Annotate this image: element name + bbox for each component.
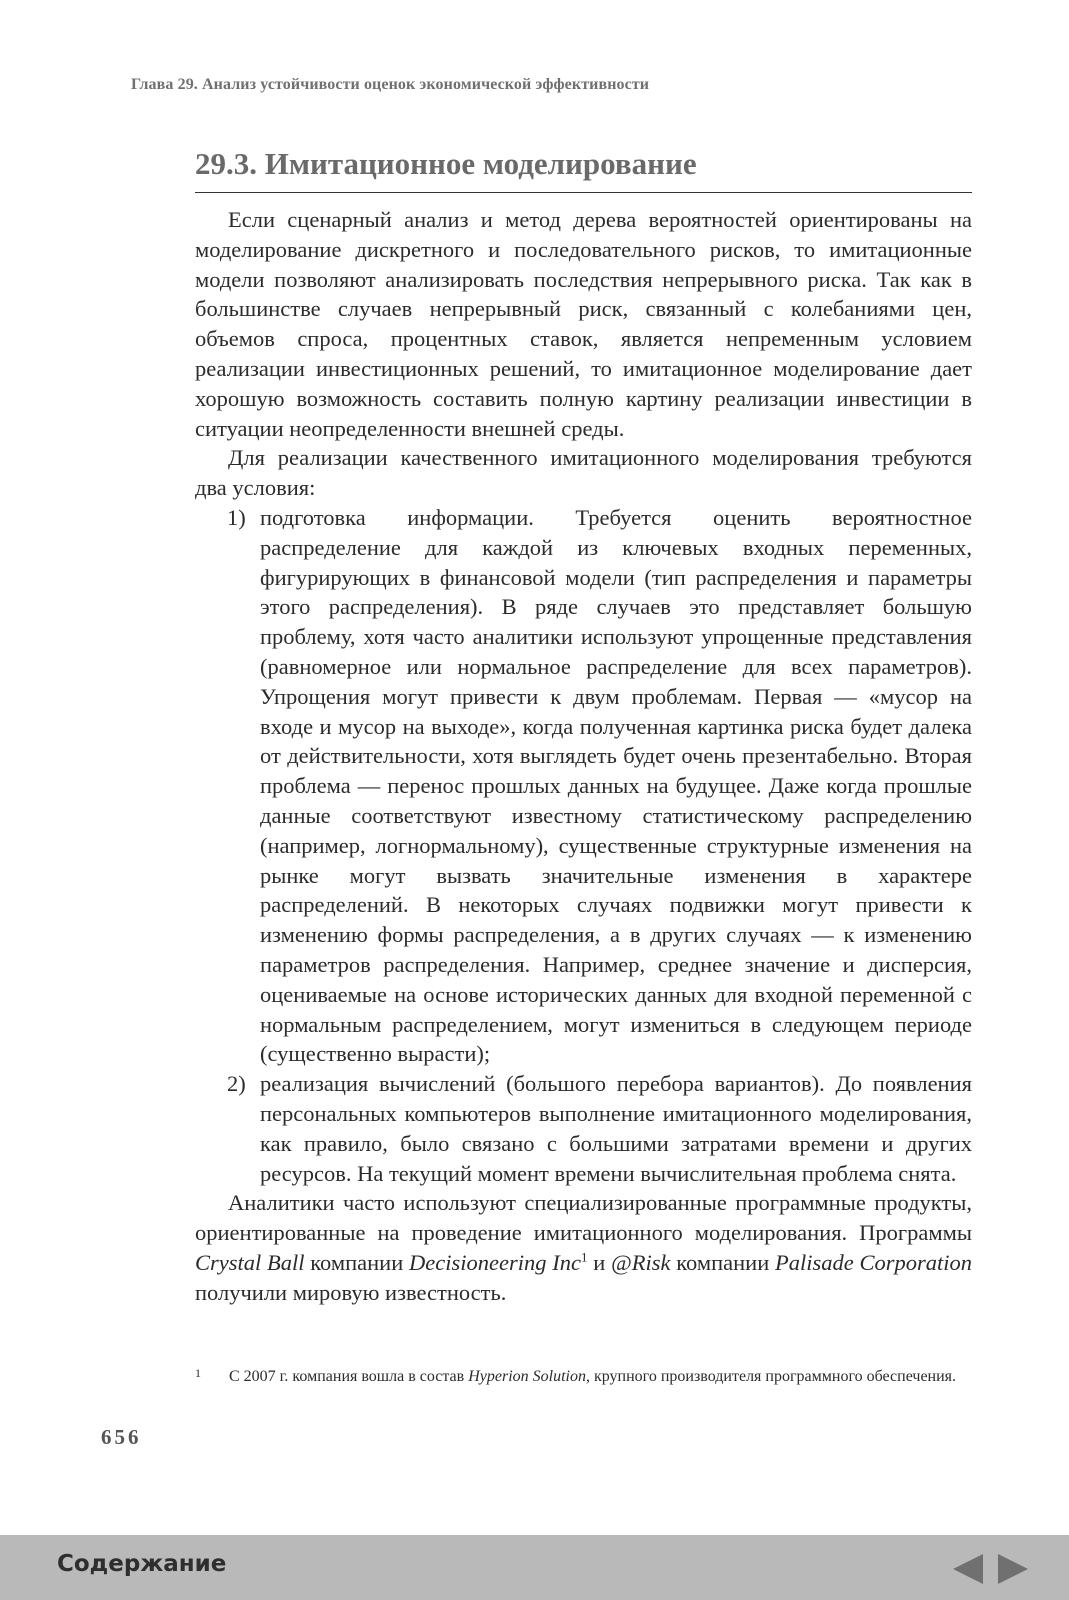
list-text: подготовка информации. Требуется оценить вероятностное распределение для каждой из ключевых входных переменных, фигурирующих в финансовой модели (тип распределения и параметры этого распределения). В ряде случаев это представляет большую проблему, хотя часто аналитики используют упрощенные представления (равномерное или нормальное распределение для всех параметров). Упрощения могут привести к двум проблемам. Первая — «мусор на входе и мусор на выходе», когда полученная картинка риска будет далека от действительности, хотя выглядеть будет очень презентабельно. Вторая проблема — перенос прошлых данных на будущее. Даже когда прошлые данные соответствуют известному статистическому распределению (например, логнормальному), существенные структурные изменения на рынке могут вызвать значительные изменения в характере распределений. В некоторых случаях подвижки могут привести к изменению формы распределения, а в других случаях — к изменению параметров распределения. Например, среднее значение и дисперсия, оцениваемые на основе исторических данных для входной переменной с нормальным распределением, могут измениться в следующем периоде (существенно вырасти); — [260, 504, 972, 1067]
footnote-ref[interactable]: 1 — [580, 1249, 588, 1265]
paragraph-3 — [195, 1188, 972, 1307]
page-number: 656 — [101, 1425, 142, 1449]
title-divider — [195, 192, 972, 193]
body-text — [195, 205, 972, 1307]
prev-page-arrow-icon[interactable] — [953, 1554, 983, 1584]
text-span: С 2007 г. компания вошла в состав — [229, 1368, 469, 1385]
company-palisade: Palisade Corporation — [775, 1249, 973, 1275]
product-at-risk: @Risk — [611, 1249, 671, 1275]
text-span: , крупного производителя программного обеспечения. — [585, 1368, 957, 1385]
paragraph-1: Если сценарный анализ и метод дерева вероятностей ориентированы на моделирование дискретного и последовательного рисков, то имитационные модели позволяют анализировать последствия непрерывного риска. Так как в большинстве случаев непрерывный риск, связанный с колебаниями цен, объемов спроса, процентных ставок, является непременным условием реализации инвестиционных решений, то имитационное моделирование дает хорошую возможность составить полную картину реализации инвестиции в ситуации неопределенности внешней среды. — [195, 207, 972, 441]
contents-button[interactable]: Содержание — [57, 1551, 227, 1577]
footnote-mark: 1 — [195, 1366, 201, 1380]
company-hyperion: Hyperion Solution — [468, 1368, 586, 1385]
text-span: Аналитики часто используют специализированные программные продукты, ориентированные на проведение имитационного моделирования. Программы — [195, 1190, 972, 1246]
footnote — [195, 1367, 972, 1387]
conditions-list — [195, 503, 972, 1188]
text-span: компании — [304, 1249, 410, 1275]
footnote-text — [195, 1367, 972, 1387]
product-crystal-ball: Crystal Ball — [195, 1249, 305, 1275]
next-page-arrow-icon[interactable] — [998, 1554, 1028, 1584]
navigation-bar — [0, 1535, 1069, 1600]
text-span: компании — [670, 1249, 775, 1275]
text-span: и — [587, 1249, 612, 1275]
company-decisioneering: Decisioneering Inc — [409, 1249, 581, 1275]
list-text: реализация вычислений (большого перебора вариантов). До появления персональных компьютеров выполнение имитационного моделирования, как правило, было связано с большими затратами времени и других ресурсов. На текущий момент времени вычислительная проблема снята. — [260, 1071, 972, 1186]
running-head: Глава 29. Анализ устойчивости оценок экономической эффективности — [131, 76, 650, 93]
list-number: 1) — [227, 504, 246, 530]
list-item — [195, 503, 972, 1069]
list-item — [195, 1069, 972, 1188]
section-title: 29.3. Имитационное моделирование — [195, 146, 697, 181]
list-number: 2) — [227, 1071, 246, 1097]
paragraph-2: Для реализации качественного имитационного моделирования требуются два условия: — [195, 445, 972, 501]
text-span: получили мировую известность. — [195, 1279, 507, 1305]
